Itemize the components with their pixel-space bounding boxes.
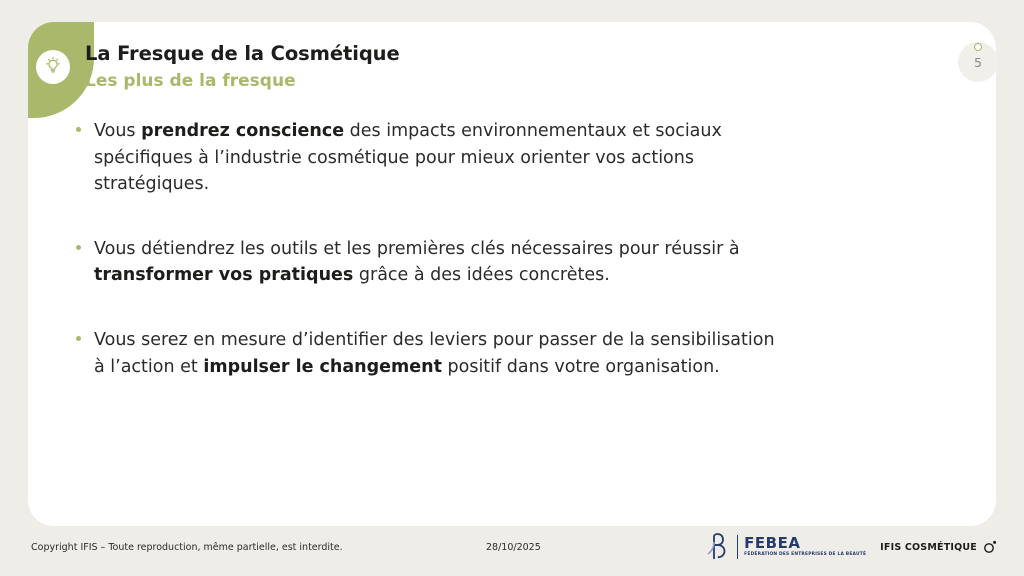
page-subtitle: Les plus de la fresque (85, 71, 296, 92)
ifis-cosmetique-logo (880, 539, 998, 555)
febea-mark-icon (705, 532, 731, 562)
page-number: 5 (974, 54, 982, 70)
febea-wordmark (744, 536, 866, 557)
ifis-label: IFIS COSMÉTIQUE (880, 541, 977, 553)
febea-divider (737, 535, 738, 559)
list-item (76, 327, 776, 380)
page-number-badge (958, 42, 998, 82)
ifis-mark-icon (982, 539, 998, 555)
febea-tagline: FÉDÉRATION DES ENTREPRISES DE LA BEAUTÉ (744, 552, 867, 558)
bullet-dot-icon (76, 245, 81, 250)
bullet-dot-icon (76, 336, 81, 341)
copyright-text: Copyright IFIS – Toute reproduction, même partielle, est interdite. (31, 542, 343, 553)
febea-logo (705, 532, 866, 562)
bullet-list (76, 118, 776, 380)
bullet-text: Vous prendrez conscience des impacts environnementaux et sociaux spécifiques à l’industrie cosmétique pour mieux orienter vos actions stratégiques. (94, 121, 722, 195)
slide-footer (0, 526, 1024, 576)
footer-logos (705, 532, 998, 562)
footer-date: 28/10/2025 (486, 542, 541, 553)
bullet-text: Vous détiendrez les outils et les premières clés nécessaires pour réussir à transformer vos pratiques grâce à des idées concrètes. (94, 238, 740, 286)
list-item (76, 236, 776, 289)
bullet-dot-icon (76, 127, 81, 132)
page-title: La Fresque de la Cosmétique (85, 42, 400, 65)
bullet-text: Vous serez en mesure d’identifier des leviers pour passer de la sensibilisation à l’action et impulser le changement positif dans votre organisation. (94, 329, 775, 377)
lightbulb-icon (36, 50, 70, 84)
title-block (85, 42, 400, 92)
badge-dot-icon (974, 43, 982, 51)
list-item (76, 118, 776, 198)
febea-name: FEBEA (744, 534, 801, 553)
